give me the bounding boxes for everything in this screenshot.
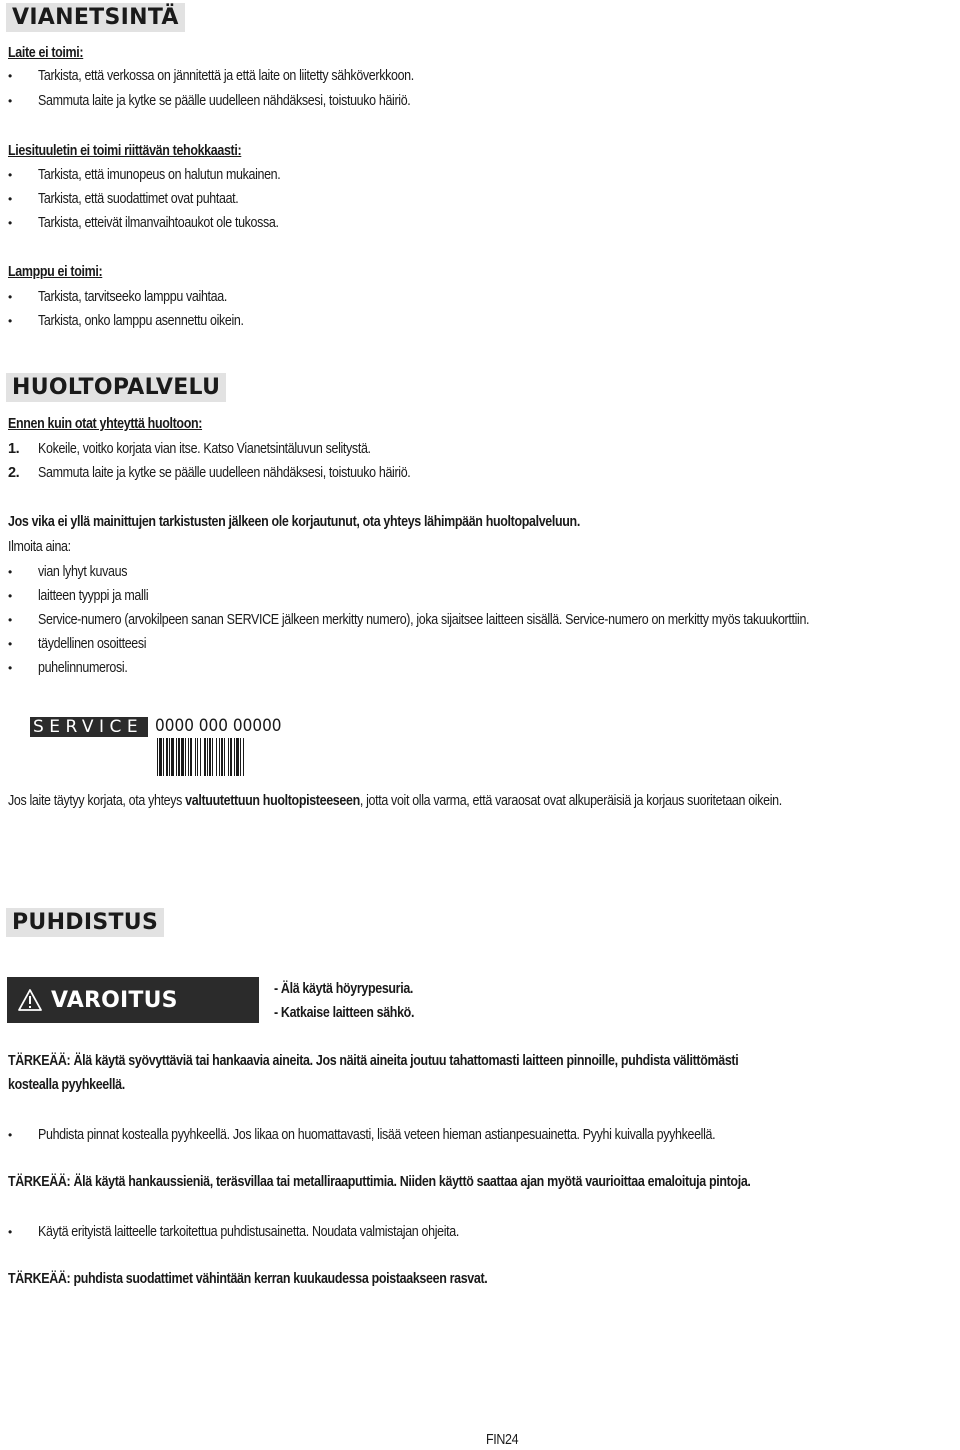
cleaning-title: PUHDISTUS bbox=[6, 908, 164, 937]
important-note-line2: kostealla pyyhkeellä. bbox=[8, 1077, 125, 1093]
bullet-icon: • bbox=[8, 94, 13, 108]
important-note: TÄRKEÄÄ: puhdista suodattimet vähintään kerran kuukaudessa poistaakseen rasvat. bbox=[8, 1271, 488, 1287]
bullet-icon: • bbox=[8, 168, 13, 182]
bullet-icon: • bbox=[8, 1128, 13, 1142]
bullet-icon: • bbox=[8, 216, 13, 230]
bullet-icon: • bbox=[8, 1225, 13, 1239]
section-heading: Laite ei toimi: bbox=[8, 45, 84, 61]
warning-item: - Katkaise laitteen sähkö. bbox=[274, 1005, 415, 1021]
service-plate-label: SERVICE bbox=[30, 717, 148, 737]
bullet-icon: • bbox=[8, 613, 13, 627]
step-number: 1. bbox=[8, 441, 20, 457]
warning-icon bbox=[17, 987, 43, 1013]
service-title: HUOLTOPALVELU bbox=[6, 373, 226, 402]
report-intro: Ilmoita aina: bbox=[8, 539, 71, 555]
bullet-icon: • bbox=[8, 661, 13, 675]
authorized-service-text: Jos laite täytyy korjata, ota yhteys valtuutettuun huoltopisteeseen, jotta voit olla varma, että varaosat ovat alkuperäisiä ja korjaus suoritetaan oikein. bbox=[8, 793, 782, 809]
list-item: Puhdista pinnat kostealla pyyhkeellä. Jos likaa on huomattavasti, lisää veteen hieman astianpesuainetta. Pyyhi kuivalla pyyhkeellä. bbox=[38, 1127, 716, 1143]
list-item: puhelinnumerosi. bbox=[38, 660, 128, 676]
bullet-icon: • bbox=[8, 69, 13, 83]
list-item: Tarkista, että verkossa on jännitettä ja että laite on liitetty sähköverkkoon. bbox=[38, 68, 414, 84]
authorized-service-bold: valtuutettuun huoltopisteeseen bbox=[185, 793, 360, 809]
important-note: TÄRKEÄÄ: Älä käytä syövyttäviä tai hankaavia aineita. Jos näitä aineita joutuu tahattomasti laitteen pinnoille, puhdista välittömästi bbox=[8, 1053, 739, 1069]
section-heading: Liesituuletin ei toimi riittävän tehokkaasti: bbox=[8, 143, 242, 159]
bullet-icon: • bbox=[8, 314, 13, 328]
step-number: 2. bbox=[8, 465, 20, 481]
list-item: Tarkista, että suodattimet ovat puhtaat. bbox=[38, 191, 239, 207]
page-number: FIN24 bbox=[486, 1432, 519, 1448]
bullet-icon: • bbox=[8, 565, 13, 579]
list-item: laitteen tyyppi ja malli bbox=[38, 588, 149, 604]
service-plate-number: 0000 000 00000 bbox=[155, 716, 282, 736]
troubleshooting-title: VIANETSINTÄ bbox=[6, 3, 185, 32]
list-item: täydellinen osoitteesi bbox=[38, 636, 147, 652]
warning-label: VAROITUS bbox=[51, 987, 178, 1013]
list-item: Tarkista, etteivät ilmanvaihtoaukot ole tukossa. bbox=[38, 215, 279, 231]
contact-note: Jos vika ei yllä mainittujen tarkistusten jälkeen ole korjautunut, ota yhteys lähimpään huoltopalveluun. bbox=[8, 514, 580, 530]
warning-box bbox=[7, 977, 259, 1023]
bullet-icon: • bbox=[8, 589, 13, 603]
section-heading: Lamppu ei toimi: bbox=[8, 264, 103, 280]
list-item: Käytä erityistä laitteelle tarkoitettua puhdistusainetta. Noudata valmistajan ohjeita. bbox=[38, 1224, 459, 1240]
bullet-icon: • bbox=[8, 637, 13, 651]
list-item: vian lyhyt kuvaus bbox=[38, 564, 128, 580]
bullet-icon: • bbox=[8, 192, 13, 206]
list-item: Tarkista, että imunopeus on halutun mukainen. bbox=[38, 167, 281, 183]
step-text: Kokeile, voitko korjata vian itse. Katso Vianetsintäluvun selitystä. bbox=[38, 441, 371, 457]
bullet-icon: • bbox=[8, 290, 13, 304]
important-note: TÄRKEÄÄ: Älä käytä hankaussieniä, teräsvillaa tai metalliraaputtimia. Niiden käyttö saattaa ajan myötä vaurioittaa emaloituja pintoja. bbox=[8, 1174, 751, 1190]
barcode-icon bbox=[157, 738, 299, 776]
step-text: Sammuta laite ja kytke se päälle uudelleen nähdäksesi, toistuuko häiriö. bbox=[38, 465, 411, 481]
list-item: Service-numero (arvokilpeen sanan SERVICE jälkeen merkitty numero), joka sijaitsee laitteen sisällä. Service-numero on merkitty myös takuukorttiin. bbox=[38, 612, 810, 628]
list-item: Sammuta laite ja kytke se päälle uudelleen nähdäksesi, toistuuko häiriö. bbox=[38, 93, 411, 109]
section-heading: Ennen kuin otat yhteyttä huoltoon: bbox=[8, 416, 203, 432]
list-item: Tarkista, tarvitseeko lamppu vaihtaa. bbox=[38, 289, 227, 305]
warning-item: - Älä käytä höyrypesuria. bbox=[274, 981, 414, 997]
list-item: Tarkista, onko lamppu asennettu oikein. bbox=[38, 313, 244, 329]
